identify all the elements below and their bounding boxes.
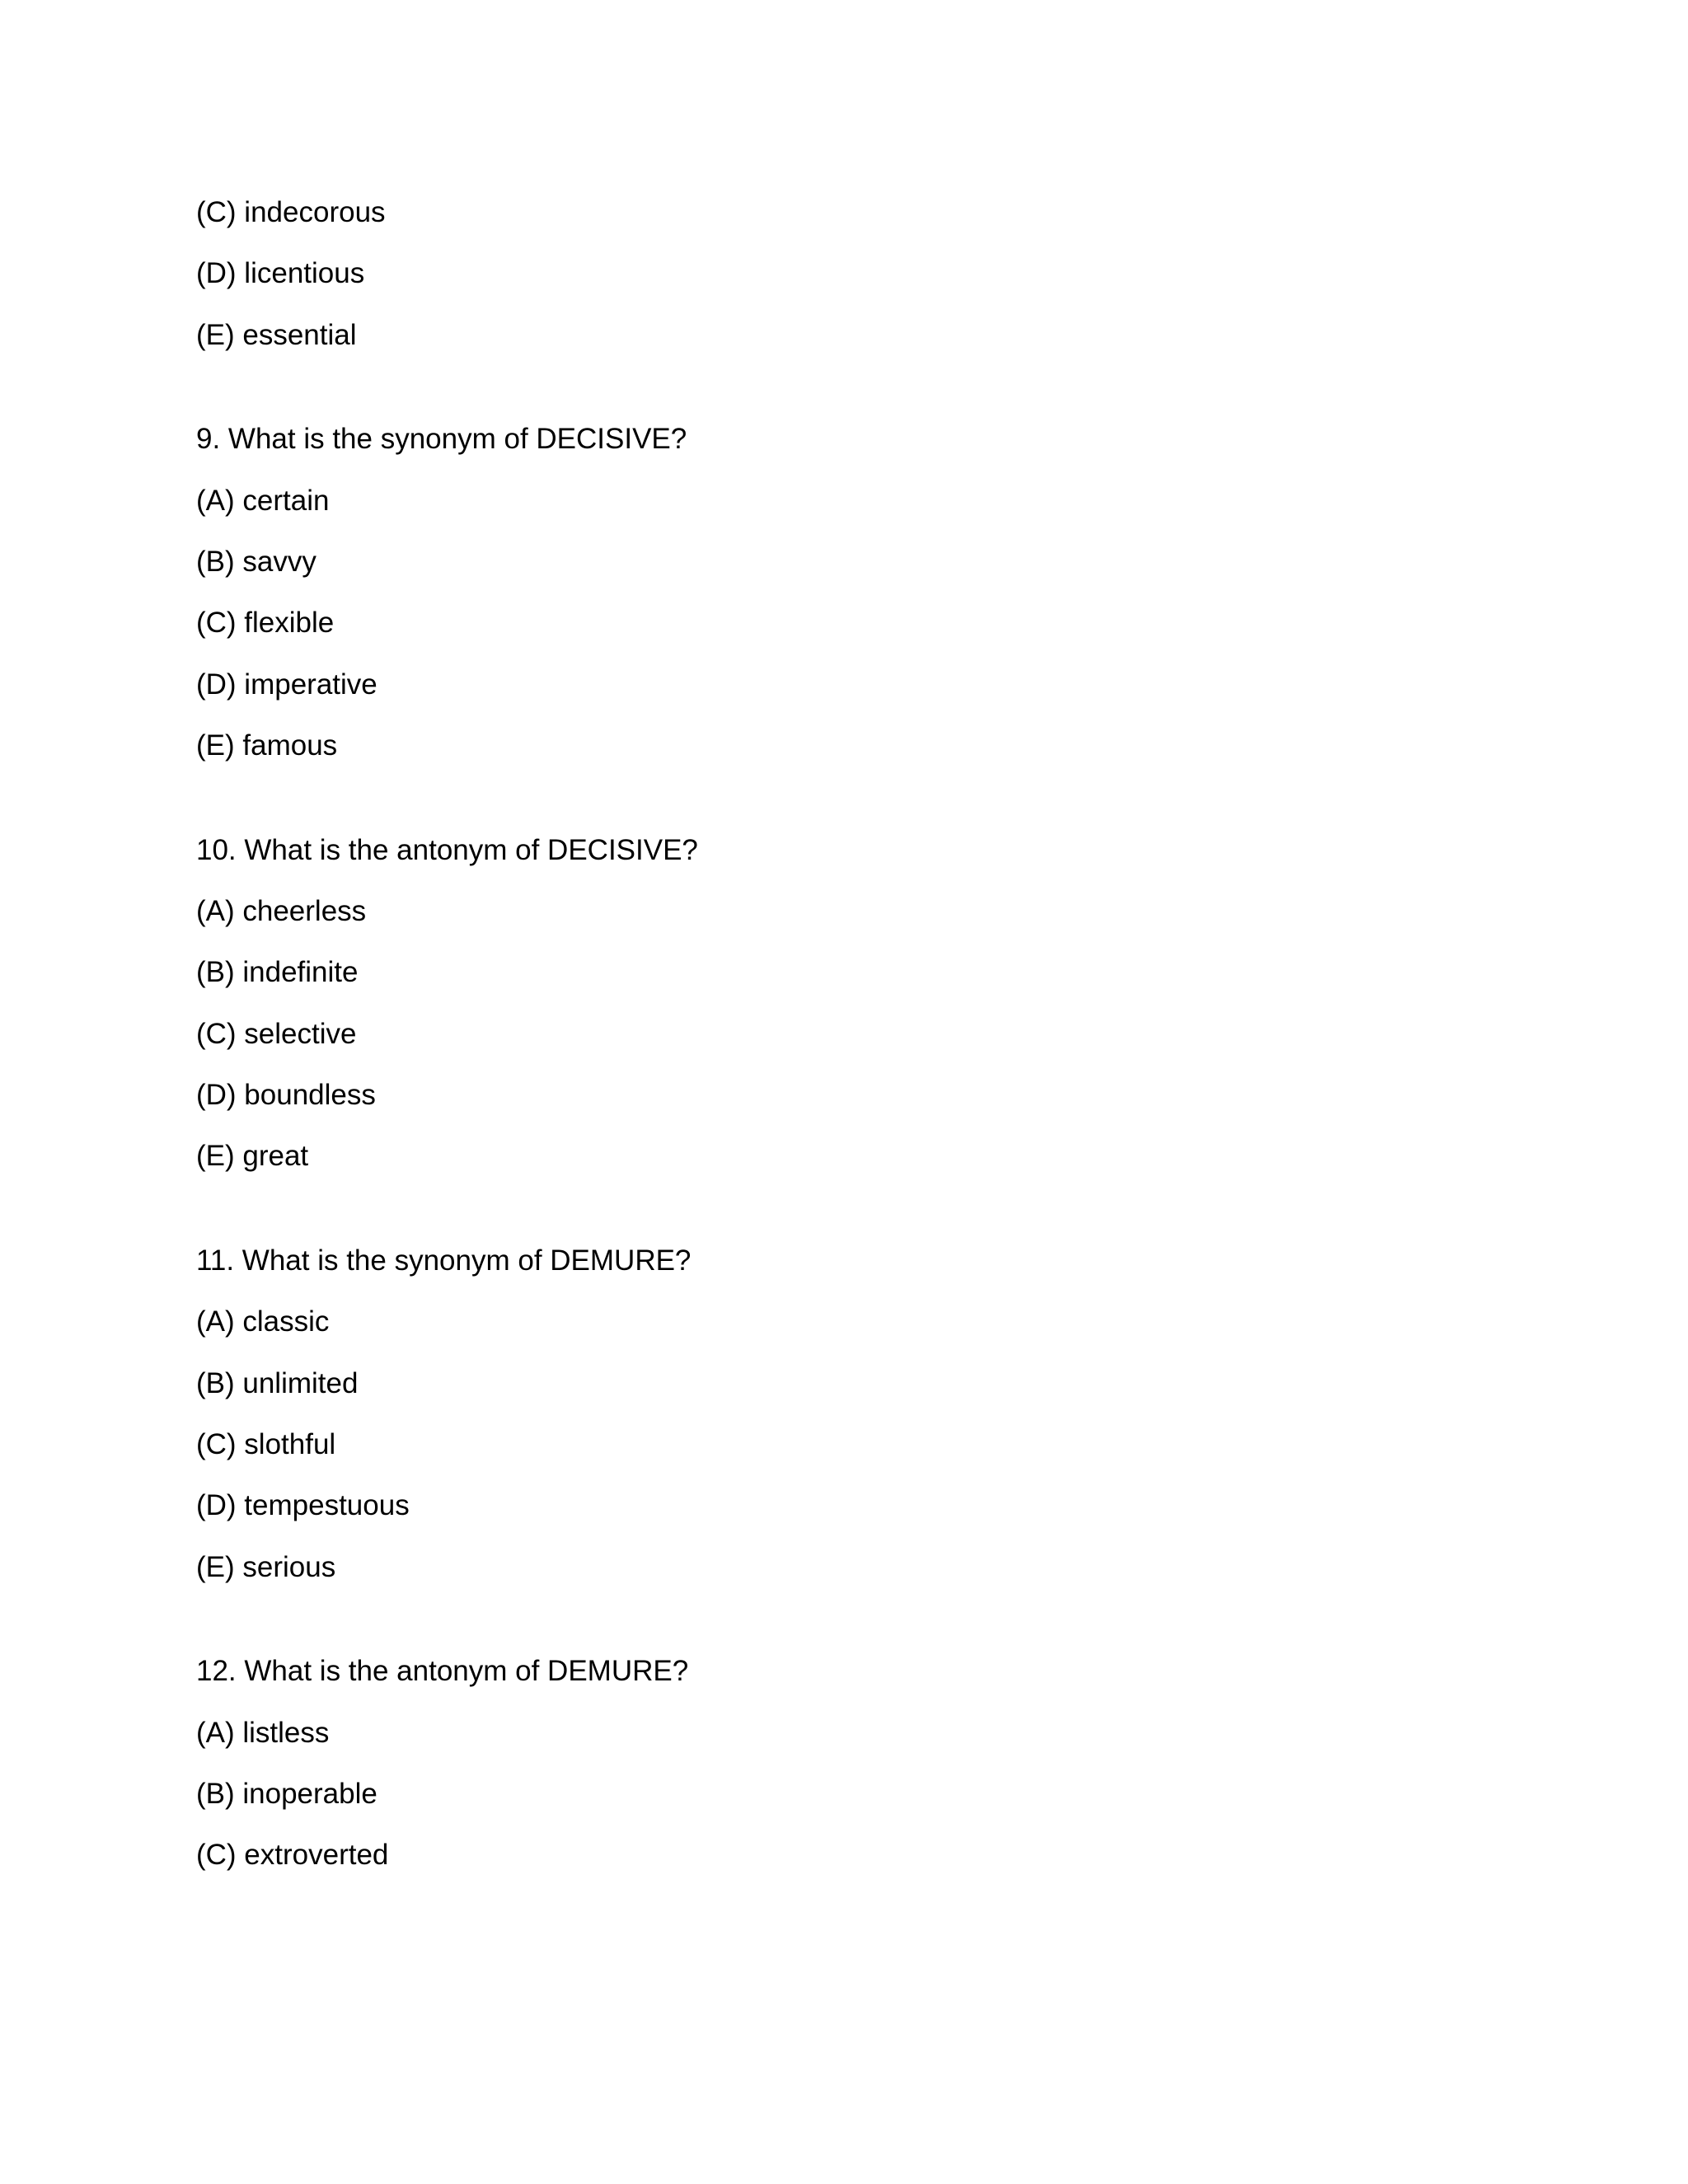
question-11 [196, 1240, 1515, 1589]
option-c: (C) extroverted [196, 1839, 389, 1872]
option-e: (E) famous [196, 729, 338, 762]
option-d: (D) boundless [196, 1079, 376, 1112]
option-a: (A) listless [196, 1716, 330, 1749]
option-e: (E) essential [196, 318, 357, 351]
option-d: (D) tempestuous [196, 1489, 410, 1522]
question-prompt: 10. What is the antonym of DECISIVE? [196, 833, 698, 866]
question-prompt: 12. What is the antonym of DEMURE? [196, 1655, 689, 1688]
option-c: (C) indecorous [196, 196, 386, 228]
option-c: (C) slothful [196, 1428, 336, 1461]
option-d: (D) licentious [196, 257, 365, 290]
option-b: (B) unlimited [196, 1366, 359, 1399]
question-9 [196, 418, 1515, 767]
option-b: (B) indefinite [196, 956, 359, 989]
option-a: (A) cheerless [196, 894, 367, 927]
question-prompt: 11. What is the synonym of DEMURE? [196, 1244, 692, 1277]
option-b: (B) inoperable [196, 1777, 377, 1810]
question-prompt: 9. What is the synonym of DECISIVE? [196, 423, 687, 456]
option-e: (E) great [196, 1140, 309, 1173]
option-c: (C) selective [196, 1017, 357, 1050]
option-a: (A) certain [196, 484, 330, 517]
carryover-options [196, 191, 1515, 357]
option-c: (C) flexible [196, 607, 335, 640]
option-e: (E) serious [196, 1550, 336, 1583]
option-a: (A) classic [196, 1305, 330, 1338]
quiz-content [196, 191, 1515, 1896]
option-d: (D) imperative [196, 668, 377, 701]
question-12 [196, 1650, 1515, 1877]
option-b: (B) savvy [196, 545, 316, 578]
question-10 [196, 829, 1515, 1179]
